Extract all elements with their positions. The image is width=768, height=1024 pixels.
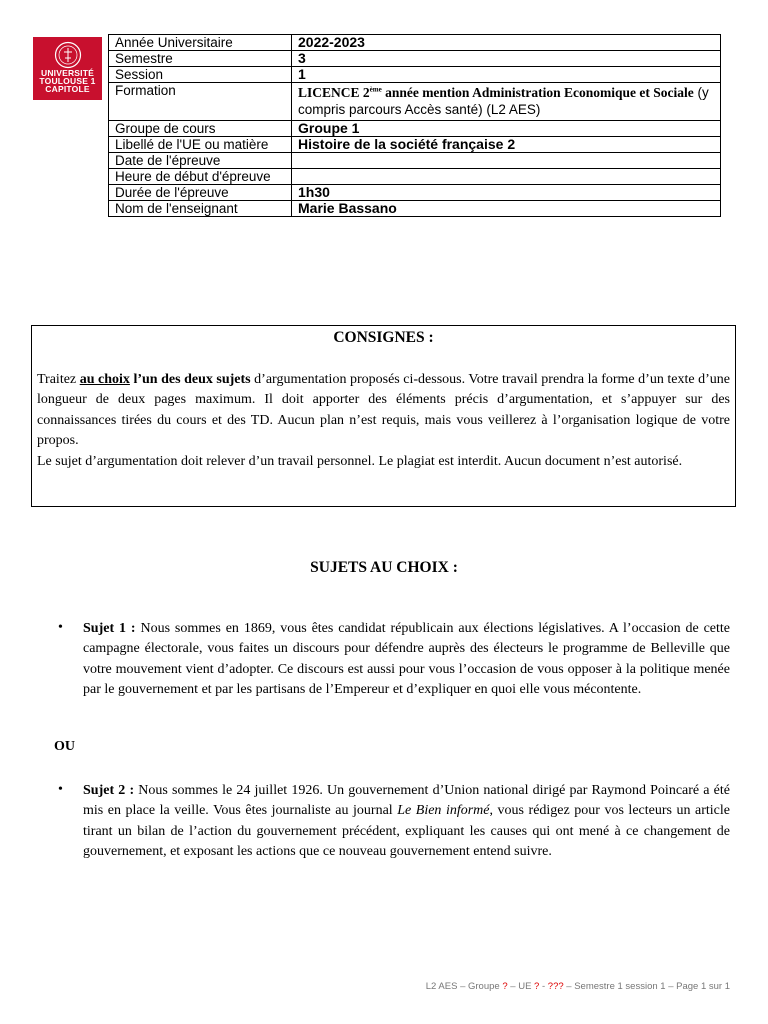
- row-label: Durée de l'épreuve: [109, 185, 292, 201]
- exam-info-table: [108, 34, 721, 217]
- consignes-paragraph-2: Le sujet d’argumentation doit relever d’un travail personnel. Le plagiat est interdit. Aucun document n’est autorisé.: [37, 453, 683, 469]
- bullet-icon: •: [58, 782, 63, 797]
- consignes-box: [31, 325, 736, 507]
- row-value: [292, 153, 721, 169]
- table-row: [109, 153, 721, 169]
- footer-text: – Semestre 1 session 1 – Page 1 sur 1: [563, 981, 730, 992]
- row-label: Groupe de cours: [109, 121, 292, 137]
- footer-text: L2 AES – Groupe: [425, 981, 503, 992]
- footer-placeholder: ?: [534, 981, 540, 992]
- row-value: [292, 169, 721, 185]
- text-span: d’argumentation proposés ci-dessous. Votre travail prendra la forme d’un texte d’une longueur de deux pages maximum. Il doit apporter des éléments précis d’argumentation, et s’appuyer sur des connaissances tirées du cours et des TD. Aucun plan n’est requis, mais vous veillerez à l’organisation logique de votre propos.: [37, 372, 730, 449]
- footer-text: -: [539, 981, 548, 992]
- table-row: [109, 83, 721, 121]
- consignes-text: [37, 370, 730, 472]
- table-row: [109, 185, 721, 201]
- sujet-2: [83, 781, 730, 863]
- page-footer: [426, 981, 730, 992]
- sujet-1-text: Nous sommes en 1869, vous êtes candidat républicain aux élections législatives. A l’occasion de cette campagne électorale, vous faites un discours pour défendre auprès des électeurs le programme de Belleville que votre mouvement vient d’adopter. Ce discours est aussi pour vous l’occasion de vous opposer à la politique menée par le gouvernement et par les partisans de l’Empereur et d’expliquer en quoi elle vous mécontente.: [83, 621, 730, 698]
- formation-part1: LICENCE 2: [298, 85, 370, 100]
- au-choix-emphasis: au choix: [79, 372, 130, 387]
- sujet-1-label: Sujet 1 :: [83, 621, 136, 636]
- table-row: [109, 137, 721, 153]
- un-des-deux-emphasis: l’un des deux sujets: [133, 372, 251, 387]
- row-value: 1h30: [292, 185, 721, 201]
- sujet-2-text-a: Nous sommes le 24 juillet 1926. Un gouvernement d’Union national dirigé par Raymond Poincaré a été mis en place la veille. Vous êtes journaliste au journal: [83, 783, 730, 819]
- logo-line-3: CAPITOLE: [45, 84, 90, 94]
- footer-text: – UE: [507, 981, 535, 992]
- row-label: Date de l'épreuve: [109, 153, 292, 169]
- formation-part2: année mention Administration Economique et Sociale: [381, 85, 694, 100]
- logo-line-1: UNIVERSITÉ: [40, 68, 94, 78]
- table-row: [109, 67, 721, 83]
- consignes-paragraph-1: [37, 370, 730, 452]
- row-value: Histoire de la société française 2: [292, 137, 721, 153]
- footer-placeholder: ?: [502, 981, 508, 992]
- row-value: 2022-2023: [292, 35, 721, 51]
- row-label: Semestre: [109, 51, 292, 67]
- row-label: Formation: [109, 83, 292, 121]
- row-value: 1: [292, 67, 721, 83]
- row-value: Groupe 1: [292, 121, 721, 137]
- ou-separator: OU: [54, 739, 75, 754]
- row-value: 3: [292, 51, 721, 67]
- university-seal-icon: [54, 41, 82, 69]
- row-value: Marie Bassano: [292, 201, 721, 217]
- footer-placeholder: ???: [547, 981, 564, 992]
- sujets-heading: SUJETS AU CHOIX :: [310, 559, 458, 576]
- table-row: [109, 35, 721, 51]
- table-row: [109, 121, 721, 137]
- table-row: [109, 201, 721, 217]
- sujet-2-label: Sujet 2 :: [83, 783, 135, 798]
- consignes-title: CONSIGNES :: [333, 329, 434, 346]
- table-row: [109, 169, 721, 185]
- row-label: Année Universitaire: [109, 35, 292, 51]
- newspaper-title: Le Bien informé: [397, 803, 490, 819]
- sujet-2-text-b: , vous rédigez pour vos lecteurs un article tirant un bilan de l’action du gouvernement précédent, expliquant les causes qui ont mené à ce changement de gouvernement, et exposant les actions que ce nouveau gouvernement entend suivre.: [83, 803, 730, 860]
- table-row: [109, 51, 721, 67]
- row-label: Nom de l'enseignant: [109, 201, 292, 217]
- row-label: Libellé de l'UE ou matière: [109, 137, 292, 153]
- formation-value: [292, 83, 721, 121]
- row-label: Session: [109, 67, 292, 83]
- logo-line-2: TOULOUSE 1: [39, 76, 96, 86]
- text-span: Traitez: [37, 372, 80, 387]
- bullet-icon: •: [58, 620, 63, 635]
- row-label: Heure de début d'épreuve: [109, 169, 292, 185]
- formation-sup: ème: [369, 85, 382, 94]
- sujet-1: [83, 619, 730, 701]
- university-logo: [33, 37, 102, 100]
- formation-part3: (y compris parcours Accès santé) (L2 AES): [298, 85, 709, 117]
